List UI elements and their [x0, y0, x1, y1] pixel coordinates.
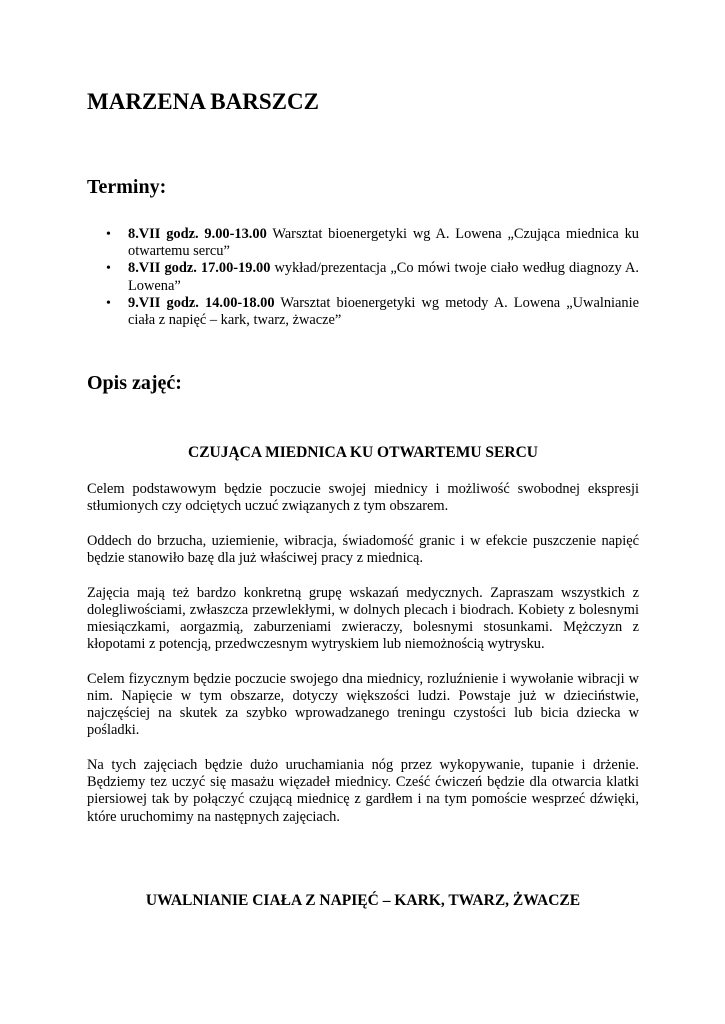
- schedule-list: [87, 226, 639, 329]
- page-title: MARZENA BARSZCZ: [87, 89, 319, 114]
- bullet-icon: •: [106, 295, 111, 311]
- section-body: [87, 481, 639, 843]
- schedule-item-time: 8.VII godz. 9.00-13.00: [128, 226, 267, 242]
- bullet-icon: •: [106, 261, 111, 277]
- paragraph: Na tych zajęciach będzie dużo uruchamiania nóg przez wykopywanie, tupanie i drżenie. Będziemy tez uczyć się masażu więzadeł miednicy. Cześć ćwiczeń będzie dla otwarcia klatki piersiowej tak by połączyć czującą miednicę z gardłem i na tym pomoście wesprzeć dźwięki, które uruchomimy na następnych zajęciach.: [87, 757, 639, 825]
- section-heading-miednica: CZUJĄCA MIEDNICA KU OTWARTEMU SERCU: [188, 444, 538, 461]
- paragraph: Celem podstawowym będzie poczucie swojej miednicy i możliwość swobodnej ekspresji stłumionych czy odciętych uczuć związanych z tym obszarem.: [87, 481, 639, 515]
- schedule-item: [87, 226, 639, 260]
- bullet-icon: •: [106, 227, 111, 242]
- section-heading-uwalnianie: UWALNIANIE CIAŁA Z NAPIĘĆ – KARK, TWARZ, ŻWACZE: [145, 892, 581, 909]
- opis-heading: Opis zajęć:: [87, 372, 182, 394]
- paragraph: Celem fizycznym będzie poczucie swojego dna miednicy, rozluźnienie i wywołanie wibracji w nim. Napięcie w tym obszarze, dotyczy większości ludzi. Powstaje już w dzieciństwie, najczęściej na skutek za szybko wprowadzanego treningu czystości lub bicia dziecka w pośladki.: [87, 670, 639, 739]
- schedule-item: [87, 260, 639, 294]
- schedule-item-time: 9.VII godz. 14.00-18.00: [128, 294, 275, 311]
- schedule-item-description: Warsztat bioenergetyki wg metody A. Lowena „Uwalnianie ciała z napięć – kark, twarz, żwacze”: [128, 294, 639, 329]
- schedule-item-description: wykład/prezentacja „Co mówi twoje ciało według diagnozy A. Lowena”: [128, 260, 639, 294]
- schedule-item-time: 8.VII godz. 17.00-19.00: [128, 260, 271, 277]
- schedule-item: [87, 295, 639, 329]
- paragraph: Zajęcia mają też bardzo konkretną grupę wskazań medycznych. Zapraszam wszystkich z dolegliwościami, zwłaszcza przewlekłymi, w dolnych plecach i biodrach. Kobiety z bolesnymi miesiączkami, aorgazmią, zaburzeniami zwieraczy, bolesnymi stosunkami. Mężczyzn z kłopotami z potencją, przedwczesnym wytryskiem lub niemożnością wytrysku.: [87, 584, 639, 653]
- terminy-heading: Terminy:: [87, 176, 167, 198]
- schedule-item-description: Warsztat bioenergetyki wg A. Lowena „Czująca miednica ku otwartemu sercu”: [128, 226, 639, 260]
- paragraph: Oddech do brzucha, uziemienie, wibracja, świadomość granic i w efekcie puszczenie napięć będzie stanowiło bazę dla już właściwej pracy z miednicą.: [87, 532, 639, 566]
